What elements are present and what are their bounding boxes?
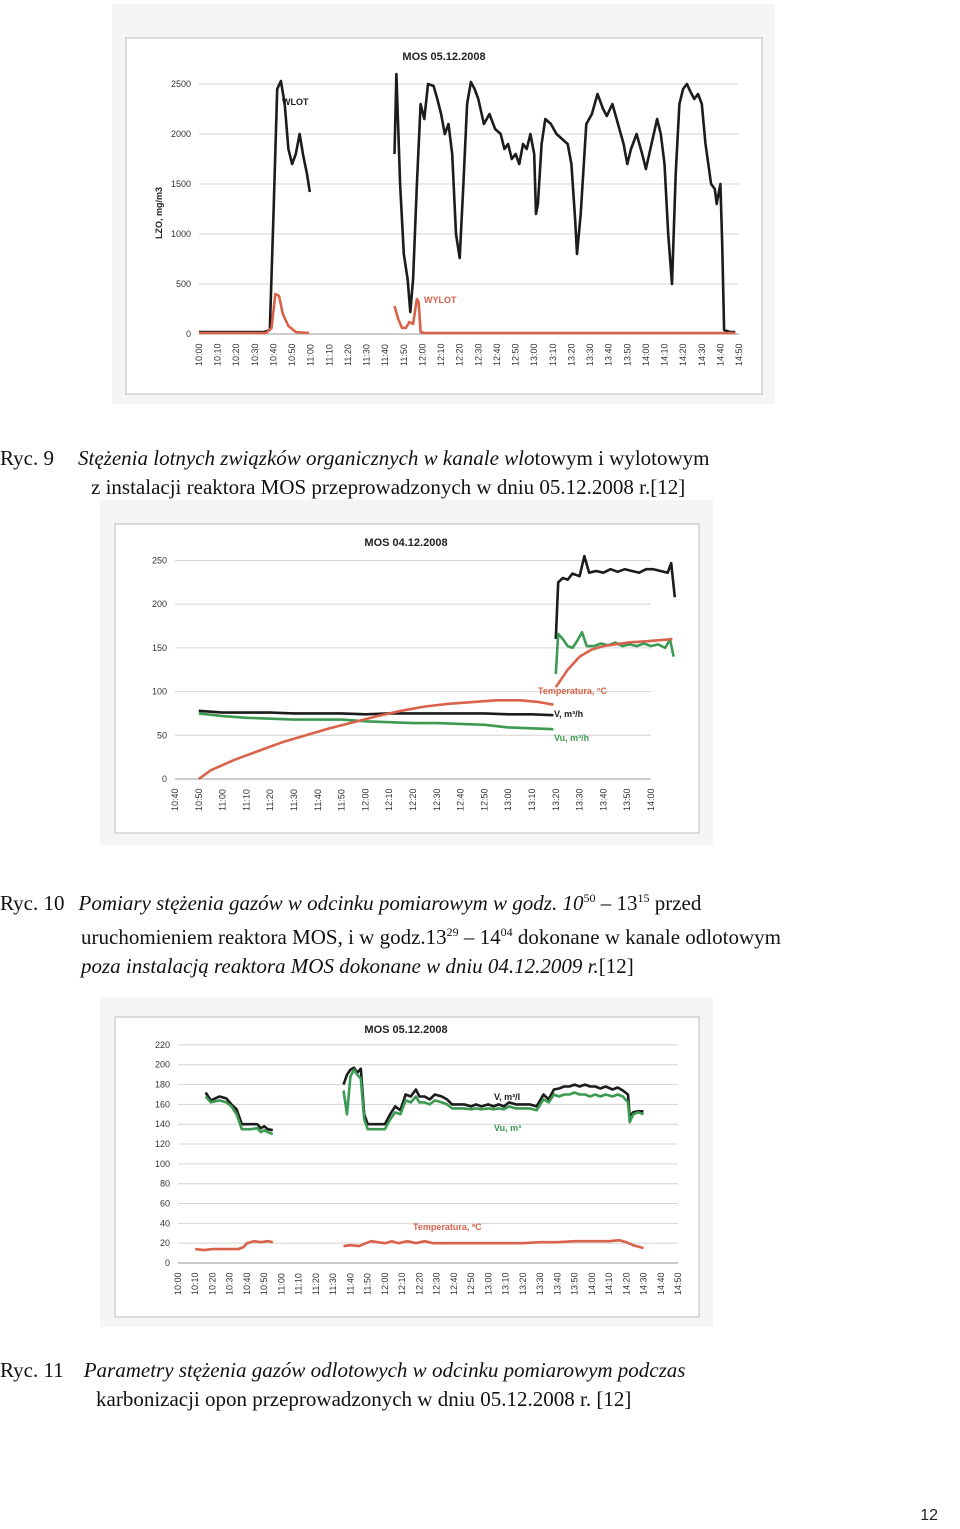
x-tick-label: 12:40	[448, 1272, 459, 1295]
caption-ryc10-line2b: – 14	[458, 925, 501, 949]
series-label: Temperatura, °C	[538, 686, 607, 696]
series-label: WYLOT	[424, 295, 457, 305]
x-tick-label: 10:20	[231, 343, 242, 366]
y-tick-label: 100	[154, 1158, 170, 1169]
x-tick-label: 14:40	[655, 1272, 666, 1295]
x-tick-label: 13:40	[598, 788, 609, 811]
y-tick-label: 1000	[170, 229, 191, 239]
chart-title: MOS 05.12.2008	[402, 51, 486, 63]
x-tick-label: 11:40	[345, 1273, 356, 1295]
y-tick-label: 60	[159, 1198, 170, 1209]
x-tick-label: 11:00	[305, 344, 316, 366]
x-tick-label: 14:30	[696, 343, 707, 366]
x-tick-label: 13:20	[550, 788, 561, 811]
x-tick-label: 10:40	[241, 1272, 252, 1295]
x-tick-label: 13:40	[552, 1272, 563, 1295]
x-tick-label: 11:30	[361, 344, 372, 366]
series-label: Temperatura, ºC	[413, 1222, 482, 1232]
x-tick-label: 13:30	[585, 343, 596, 366]
caption-ryc9-italic: Stężenia lotnych związków organicznych w kanale wlo	[78, 446, 535, 470]
x-tick-label: 12:30	[473, 343, 484, 366]
caption-ryc10-line2a: uruchomieniem reaktora MOS, i w godz.13	[81, 925, 447, 949]
x-tick-label: 13:40	[603, 343, 614, 366]
x-tick-label: 11:10	[293, 1273, 304, 1295]
x-tick-label: 11:30	[328, 1273, 339, 1295]
y-tick-label: 160	[154, 1099, 170, 1110]
x-tick-label: 12:10	[436, 343, 447, 366]
x-tick-label: 11:10	[241, 789, 252, 811]
y-tick-label: 0	[161, 774, 167, 784]
x-tick-label: 12:00	[417, 343, 428, 366]
caption-ryc11-line2: karbonizacji opon przeprowadzonych w dniu 05.12.2008 r. [12]	[96, 1387, 632, 1411]
x-tick-label: 12:30	[431, 788, 442, 811]
x-tick-label: 14:10	[659, 343, 670, 366]
x-tick-label: 14:10	[604, 1272, 615, 1295]
y-tick-label: 0	[185, 329, 191, 339]
caption-ryc9-rest: towym i wylotowym	[534, 446, 710, 470]
y-tick-label: 0	[164, 1258, 170, 1268]
y-tick-label: 250	[151, 555, 167, 566]
series-label: V, m³/h	[554, 709, 584, 719]
caption-ryc11-italic: Parametry stężenia gazów odlotowych w odcinku pomiarowym podczas	[83, 1358, 686, 1382]
x-tick-label: 14:00	[640, 343, 651, 366]
x-tick-label: 10:40	[170, 788, 180, 811]
caption-ryc10-sup4: 04	[500, 925, 513, 939]
x-tick-label: 10:40	[268, 343, 279, 366]
x-tick-label: 11:20	[310, 1273, 321, 1295]
y-tick-label: 220	[154, 1039, 170, 1050]
x-tick-label: 13:20	[566, 343, 577, 366]
x-tick-label: 10:10	[190, 1272, 201, 1295]
x-tick-label: 12:10	[397, 1272, 408, 1295]
x-tick-label: 10:00	[194, 343, 204, 366]
x-tick-label: 13:50	[622, 788, 633, 811]
caption-ryc10-rest1: przed	[649, 891, 702, 915]
series-label: WLOT	[282, 97, 309, 107]
caption-ryc10-dash1: – 13	[595, 891, 638, 915]
caption-ryc10-number: Ryc. 10	[0, 891, 65, 915]
x-tick-label: 12:00	[379, 1272, 390, 1295]
x-tick-label: 12:50	[510, 343, 521, 366]
x-tick-label: 13:50	[569, 1272, 580, 1295]
caption-ryc11	[0, 1356, 685, 1414]
x-tick-label: 11:40	[312, 789, 323, 811]
caption-ryc10	[0, 884, 781, 981]
chart-panel-ryc10	[100, 500, 713, 845]
x-tick-label: 11:10	[324, 344, 335, 366]
x-tick-label: 13:00	[483, 1272, 494, 1295]
x-tick-label: 13:30	[574, 788, 585, 811]
chart-ryc11	[100, 997, 713, 1327]
y-tick-label: 2000	[170, 129, 191, 139]
x-tick-label: 10:30	[224, 1272, 235, 1295]
x-tick-label: 12:40	[455, 788, 466, 811]
x-tick-label: 14:50	[673, 1272, 683, 1295]
x-tick-label: 12:20	[454, 343, 465, 366]
caption-ryc9-number: Ryc. 9	[0, 446, 54, 470]
x-tick-label: 11:50	[336, 789, 347, 811]
y-tick-label: 80	[159, 1178, 170, 1189]
x-tick-label: 11:00	[276, 1273, 287, 1295]
x-tick-label: 10:20	[207, 1272, 218, 1295]
chart-panel-ryc11	[100, 997, 713, 1327]
y-tick-label: 50	[156, 730, 167, 741]
y-tick-label: 40	[159, 1218, 170, 1229]
y-tick-label: 180	[154, 1079, 170, 1090]
x-tick-label: 10:30	[249, 343, 260, 366]
x-tick-label: 14:50	[734, 343, 744, 366]
y-tick-label: 1500	[170, 179, 191, 189]
x-tick-label: 12:00	[360, 788, 371, 811]
caption-ryc10-ref: [12]	[598, 954, 634, 978]
x-tick-label: 13:30	[535, 1272, 546, 1295]
series-label: Vu, m³	[494, 1123, 522, 1133]
x-tick-label: 13:50	[622, 343, 633, 366]
y-tick-label: 140	[154, 1119, 170, 1130]
x-tick-label: 14:20	[621, 1272, 632, 1295]
caption-ryc9-line2: z instalacji reaktora MOS przeprowadzonych w dniu 05.12.2008 r.[12]	[91, 475, 686, 499]
x-tick-label: 14:00	[646, 788, 656, 811]
x-tick-label: 11:50	[398, 344, 409, 366]
series-label: V, m³/l	[494, 1092, 521, 1102]
y-tick-label: 20	[159, 1238, 170, 1249]
x-tick-label: 13:10	[547, 343, 558, 366]
y-tick-label: 120	[154, 1139, 170, 1150]
x-tick-label: 13:10	[500, 1272, 511, 1295]
caption-ryc10-sup1: 50	[583, 891, 596, 905]
x-tick-label: 10:50	[193, 788, 204, 811]
y-tick-label: 150	[151, 642, 167, 653]
x-tick-label: 11:00	[217, 789, 228, 811]
x-tick-label: 10:50	[287, 343, 298, 366]
caption-ryc10-line3: poza instalacją reaktora MOS dokonane w dniu 04.12.2009 r.	[81, 954, 599, 978]
x-tick-label: 10:10	[212, 343, 223, 366]
x-tick-label: 13:20	[517, 1272, 528, 1295]
caption-ryc11-number: Ryc. 11	[0, 1358, 64, 1382]
chart-ryc9	[112, 4, 775, 404]
series-label: Vu, m³/h	[554, 733, 590, 743]
x-tick-label: 10:00	[173, 1272, 183, 1295]
x-tick-label: 14:30	[638, 1272, 649, 1295]
x-tick-label: 12:30	[431, 1272, 442, 1295]
x-tick-label: 12:20	[414, 1272, 425, 1295]
x-tick-label: 11:50	[362, 1273, 373, 1295]
caption-ryc10-italic: Pomiary stężenia gazów w odcinku pomiarowym w godz. 10	[78, 891, 584, 915]
x-tick-label: 12:20	[408, 788, 418, 811]
x-tick-label: 11:20	[265, 789, 276, 811]
x-tick-label: 13:10	[527, 788, 537, 811]
page-number: 12	[920, 1507, 938, 1524]
chart-title: MOS 05.12.2008	[364, 1024, 448, 1036]
x-tick-label: 11:40	[380, 344, 391, 366]
x-tick-label: 14:20	[678, 343, 689, 366]
x-tick-label: 10:50	[259, 1272, 270, 1295]
x-tick-label: 12:50	[479, 788, 490, 811]
y-tick-label: 100	[151, 686, 167, 697]
chart-ryc10	[100, 500, 713, 845]
x-tick-label: 12:50	[466, 1272, 477, 1295]
chart-title: MOS 04.12.2008	[364, 537, 448, 549]
y-tick-label: 200	[151, 599, 167, 610]
x-tick-label: 13:00	[529, 343, 540, 366]
x-tick-label: 11:20	[342, 344, 353, 366]
caption-ryc10-sup3: 29	[446, 925, 459, 939]
x-tick-label: 14:40	[715, 343, 726, 366]
caption-ryc10-sup2: 15	[637, 891, 650, 905]
x-tick-label: 12:10	[384, 788, 395, 811]
caption-ryc10-line2c: dokonane w kanale odlotowym	[512, 925, 781, 949]
caption-ryc9	[0, 444, 710, 502]
x-tick-label: 11:30	[289, 789, 299, 811]
x-tick-label: 14:00	[586, 1272, 597, 1295]
y-tick-label: 2500	[170, 79, 191, 89]
y-tick-label: 500	[175, 279, 191, 289]
chart-panel-ryc9	[112, 4, 775, 404]
y-tick-label: 200	[154, 1059, 170, 1070]
x-tick-label: 12:40	[491, 343, 502, 366]
y-axis-label: LZO, mg/m3	[154, 186, 164, 239]
x-tick-label: 13:00	[503, 788, 514, 811]
plot-frame	[115, 1017, 699, 1317]
